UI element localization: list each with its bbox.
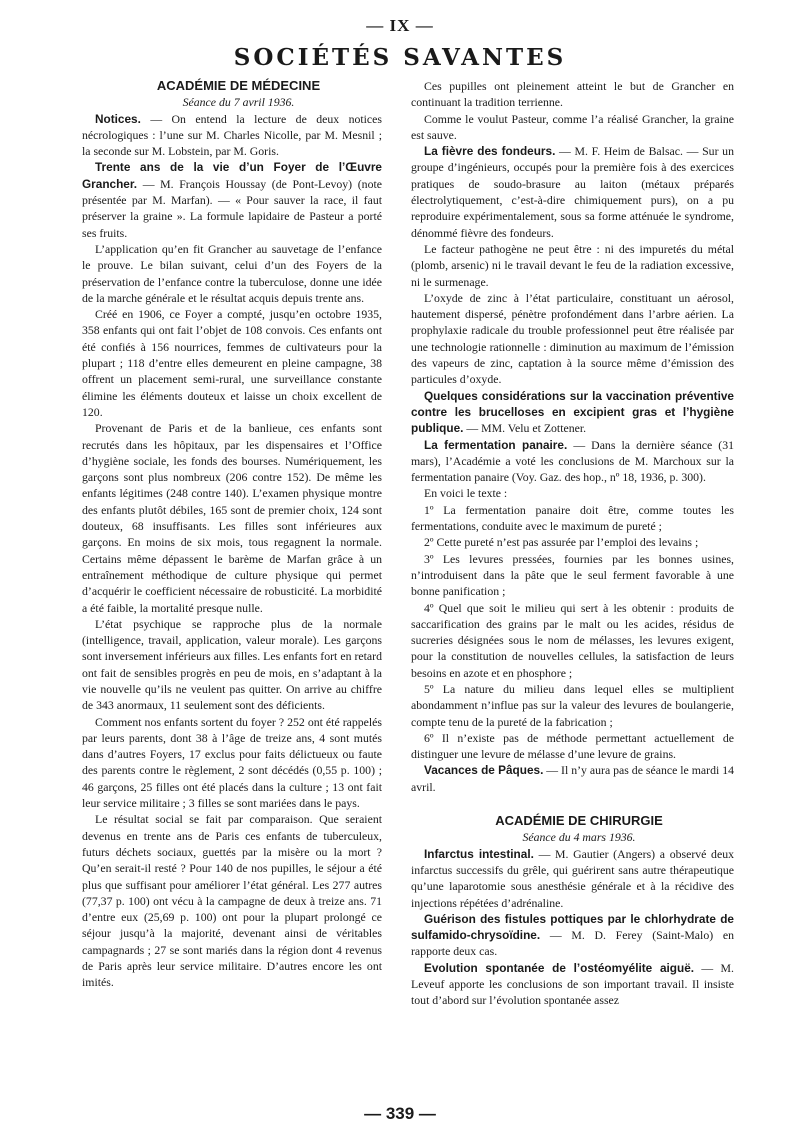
paragraph-text: — M. Gautier (Angers) a observé deux infarctus successifs du grêle, qui guérirent sans autre thérapeutique qu’une laparotomie sous anesthésie générale et à la récidive des injections répétées d’adrénaline. — [411, 846, 734, 910]
page-number: — 339 — — [364, 1104, 436, 1123]
grancher-paragraph — [82, 159, 382, 240]
paragraph-text: — M. François Houssay (de Pont-Levoy) (note présentée par M. Marfan). — « Pour sauver la race, il faut préserver la graine ». La formule lapidaire de Pasteur a porté ses fruits. — [82, 176, 382, 240]
brucelloses-paragraph — [411, 388, 734, 437]
rubric-title: Notices. — [95, 111, 141, 126]
rubric-title: Vacances de Pâques. — [424, 763, 544, 778]
paragraph-text: — M. Leveuf apporte les conclusions de son important travail. Il insiste tout d’abord sur l’évolution spontanée assez — [411, 960, 734, 1008]
paragraph: 2º Cette pureté n’est pas assurée par l’emploi des levains ; — [424, 535, 699, 550]
paragraph-text: — On entend la lecture de deux notices nécrologiques : l’une sur M. Charles Nicolle, par M. Mesnil ; la seconde sur M. Lobstein, par M. Goris. — [82, 111, 382, 159]
paragraph: Provenant de Paris et de la banlieue, ces enfants sont recrutés dans les hôpitaux, par les dispensaires et l’Office d’hygiène sociale, les fonds des bourses. Numériquement, les garçons sont plus nombreux (206 contre 152). De même les enfants légitimes (248 contre 140). L’examen physique montre des enfants plutôt débiles, 165 sont de premier choix, 124 sont douteux, 68 insuffisants. Les filles sont inférieures aux garçons. En moins de six mois, tous regagnent la normale. Certains même dépassent le barème de Marfan grâce à un entraînement méthodique de culture physique qui permet d’acquérir le coefficient nécessaire de robusticité. La morbidité a été faible, la mortalité presque nulle. — [82, 421, 382, 615]
rubric-title: Guérison des fistules pottiques par le chlorhydrate de sulfamido-chrysoïdine. — [411, 911, 734, 943]
paragraph: Comment nos enfants sortent du foyer ? 252 ont été rappelés par leurs parents, dont 38 à l’âge de treize ans, 4 sont mutés dans d’autres Foyers, 17 exclus pour faits délictueux ou faute des parents contre le règlement, 2 sont décédés (0,55 p. 100) ; 46 garçons, 25 filles ont été placés dans la culture ; 13 ont fait leur service militaire ; 3 filles se sont mariées dans le pays. — [82, 714, 382, 811]
osteomyelite-paragraph — [411, 960, 734, 1009]
rubric-title: La fermentation panaire. — [424, 437, 568, 452]
paragraph: 6º Il n’existe pas de méthode permettant actuellement de distinguer une levure de mélasse d’une levure de grains. — [411, 730, 734, 762]
rubric-title: Infarctus intestinal. — [424, 846, 534, 861]
paragraph: 3º Les levures pressées, fournies par les bonnes usines, n’introduisent dans la pâte que le seul ferment favorable à une bonne panification ; — [411, 551, 734, 599]
paragraph-text: — Dans la dernière séance (31 mars), l’Académie a voté les conclusions de M. Marchoux sur la fermentation panaire (Voy. Gaz. des hop., nº 18, 1936, p. 300). — [411, 437, 734, 485]
paragraph: L’état psychique se rapproche plus de la normale (intelligence, travail, application, valeur morale). Les garçons sont inversement inférieurs aux filles. Les enfants fort en retard ont fait de sensibles progrès en peu de mois, en s’adaptant à la vie nouvelle qu’ils ne veulent pas quitter. On arrive au chiffre de 343 anormaux, 11 seulement sont des déficients. — [82, 616, 382, 713]
paragraph: En voici le texte : — [424, 486, 508, 501]
rubric-title: Quelques considérations sur la vaccination préventive contre les brucelloses en excipient gras et l’hygiène publique. — [411, 388, 734, 436]
fondeurs-paragraph — [411, 143, 734, 241]
paragraph: 1º La fermentation panaire doit être, comme toutes les fermentations, conduite avec le maximum de pureté ; — [411, 502, 734, 534]
paragraph-text: — Il n’y aura pas de séance le mardi 14 avril. — [411, 763, 734, 794]
rubric-title: La fièvre des fondeurs. — [424, 144, 556, 159]
paragraph: L’application qu’en fit Grancher au sauvetage de l’enfance le prouve. Le bilan suivant, celui d’un des Foyers de la préservation de l’enfance contre la tuberculose, donne une idée de la marche générale et le résultat acquis depuis trente ans. — [82, 241, 382, 305]
session-date: Séance du 7 avril 1936. — [182, 95, 295, 110]
paragraph: 5º La nature du milieu dans lequel elles se multiplient abondamment n’influe pas sur la valeur des levures de boulangerie, compte tenu de la pureté de la fabrication ; — [411, 681, 734, 729]
academy-heading: ACADÉMIE DE CHIRURGIE — [495, 813, 663, 829]
academy-heading: ACADÉMIE DE MÉDECINE — [156, 78, 321, 93]
paragraph: Ces pupilles ont pleinement atteint le but de Grancher en continuant la tradition terrienne. — [411, 79, 734, 110]
paragraph: Le résultat social se fait par comparaison. Que seraient devenus en trente ans de Paris ces enfants de tuberculeux, futurs déchets sociaux, guettés par la misère ou la mort ? Qu’en serait-il resté ? Pour 140 de nos pupilles, le séjour a été plus que suffisant pour améliorer l’état général. Les 277 autres (77,37 p. 100) ont vécu à la campagne de deux à treize ans. 71 d’entre eux (25,69 p. 100) ont pour la plupart prolongé ce séjour jusqu’à la majorité, devenant ainsi de véritables campagnards ; 27 se sont mariés dans la région dont 4 revenus de Paris après leur service militaire. D’autres encore les ont imités. — [82, 812, 382, 990]
right-column — [411, 78, 734, 1009]
fermentation-paragraph — [411, 437, 734, 486]
paragraph: 4º Quel que soit le milieu qui sert à les obtenir : produits de saccarification des grains par le malt ou les acides, résidus de sucreries désignées sous le nom de mélasses, les levures exigent, pour la constitution de nouvelles cellules, la satisfaction de leurs besoins en azote et en phosphore ; — [411, 600, 734, 680]
paragraph: Comme le voulut Pasteur, comme l’a réalisé Grancher, la graine est sauve. — [411, 111, 734, 142]
session-date: Séance du 4 mars 1936. — [522, 830, 636, 845]
section-spacer — [411, 795, 734, 813]
fistules-paragraph — [411, 911, 734, 960]
vacances-paragraph — [411, 762, 734, 795]
infarctus-paragraph — [411, 846, 734, 911]
rubric-title: Trente ans de la vie d’un Foyer de l’Œuvre Grancher. — [82, 160, 382, 191]
paragraph-text: — MM. Velu et Zottener. — [463, 421, 587, 436]
section-title: SOCIÉTÉS SAVANTES — [233, 44, 567, 71]
paragraph: L’oxyde de zinc à l’état particulaire, constituant un aérosol, hautement dispersé, pénètre profondément dans l’arbre aérien. La prophylaxie radicale du trouble professionnel peut être réalisée par une technologie rationnelle : diminution au maximum de l’émission des vapeurs de zinc, captation à la source même d’émission des particules d’oxyde. — [411, 290, 734, 387]
paragraph: Le facteur pathogène ne peut être : ni des impuretés du métal (plomb, arsenic) ni le travail devant le feu de la radiation excessive, ni le surmenage. — [411, 241, 734, 289]
left-column — [82, 78, 382, 991]
paragraph-text: — M. D. Ferey (Saint-Malo) en rapporte deux cas. — [411, 928, 734, 959]
rubric-title: Evolution spontanée de l’ostéomyélite aiguë. — [424, 960, 695, 975]
notices-paragraph — [82, 111, 382, 160]
paragraph: Créé en 1906, ce Foyer a compté, jusqu’en octobre 1935, 358 enfants qui ont fait l’objet de 108 convois. Ces enfants ont été confiés à 156 nourrices, femmes de cultivateurs pour la plupart ; 118 d’entre elles demeurent en pleine campagne, 38 offrent un placement semi-rural, une surveillance constante élimine les éléments douteux et laisse un choix excellent de 120. — [82, 307, 382, 419]
paragraph-text: — M. F. Heim de Balsac. — Sur un groupe d’ingénieurs, occupés pour la première fois à des exercices pratiques de soudo-brasure au laiton (métaux préparés électrolytiquement, c’est-à-dire chimiquement purs), on a pu reproduire expérimentalement, sous sa forme atténuée le syndrome, dénommé fièvre des fondeurs. — [411, 144, 734, 240]
roman-folio: — IX — — [366, 16, 434, 35]
